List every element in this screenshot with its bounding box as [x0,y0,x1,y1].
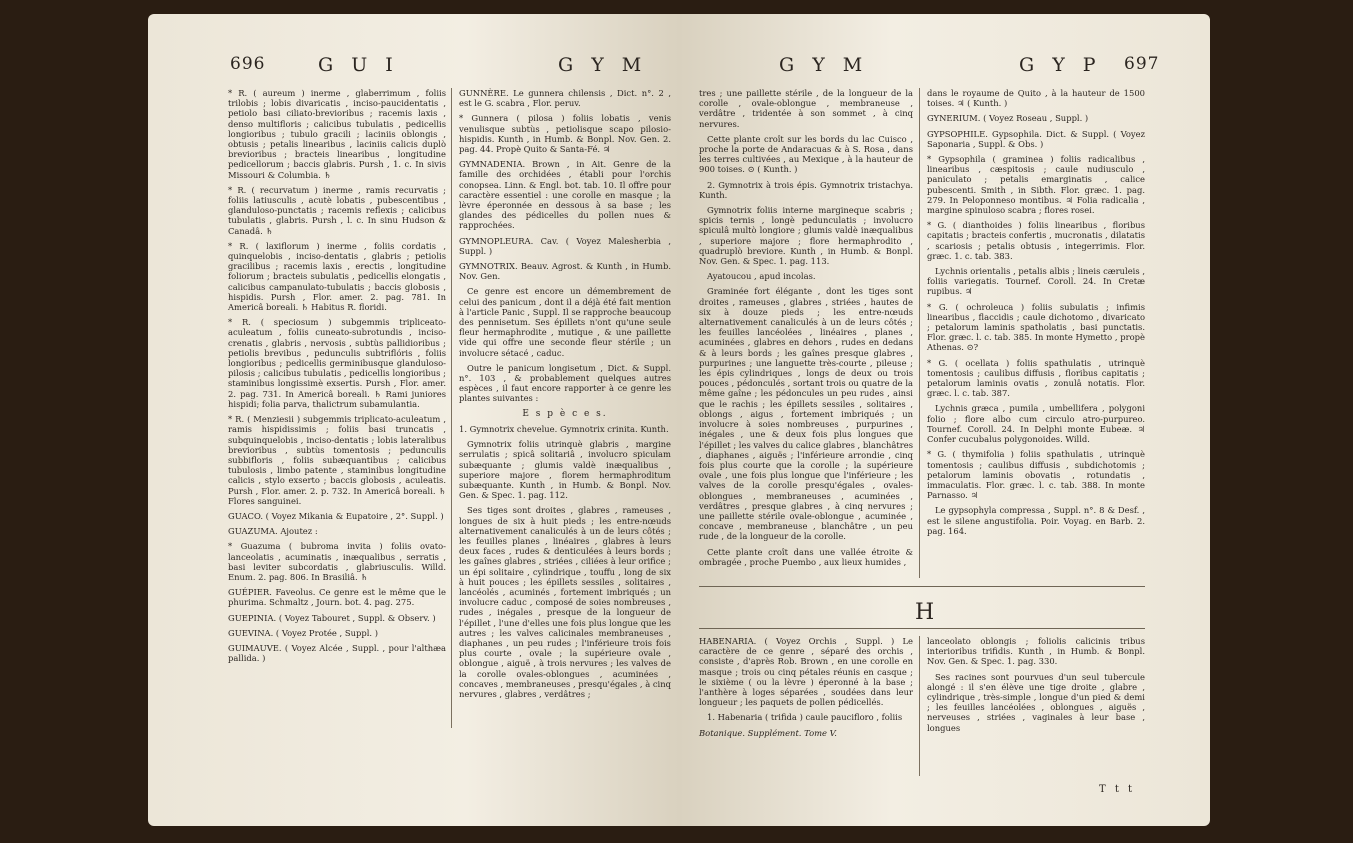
paragraph: Graminée fort élégante , dont les tiges sont droites , rameuses , glabres , striées , hautes de six à douze pieds ; les entre-nœuds alternativement canaliculés à un de leurs côtés ; les feuilles lancéolées , linéaires , planes , acuminées , glabres en dehors , rudes en dedans & à leurs bords ; les gaînes presque glabres , purpurines ; une languette très-courte , pileuse ; les épis cylindriques , longs de deux ou trois pouces , pédonculés , sortant trois ou quatre de la même gaîne ; les pédoncules un peu rudes , ainsi que le rachis ; les épillets sessiles , solitaires , oblongs , aigus , fortement imbriqués ; un involucre à soies nombreuses , purpurines , inégales , une & deux fois plus longues que l'épillet ; les valves du calice glabres , blanchâtres , diaphanes , aiguës ; l'inférieure arrondie , cinq fois plus courte que la corolle ; la supérieure ovale , une fois plus longue que l'inférieure ; les valves de la corolle presqu'égales , ovales-oblongues , membraneuses , acuminées , verdâtres , presque glabres , à cinq nervures ; une paillette stérile ovale-oblongue , acuminée , concave , membraneuse , blanchâtre , un peu rude , de la longueur de la corolle. [699,286,913,542]
paragraph: GUAZUMA. Ajoutez : [228,526,318,537]
paragraph: * Gypsophila ( graminea ) foliis radicalibus , linearibus , cæspitosis ; caule nudiusculo , paniculato ; petalis emarginatis , calice pubescenti. Smith , in Sibth. Flor. græc. 1. pag. 279. In Peloponneso montibus. ♃ Folia radicalia , margine spinuloso scabra ; flores rosei. [927,154,1145,216]
running-head-right: G Y M [558,54,648,76]
paragraph: * R. ( Menziesii ) subgemmis triplicato-aculeatum , ramis hispidissimis ; foliis basi truncatis , subquinquelobis , inciso-dentatis ; lobis lateralibus brevioribus , subtùs tomentosis ; pedunculis subbifloris , foliis subæquantibus ; calicibus tubulosis , limbo patente , staminibus longitudine calicis , stylo exserto ; baccis globosis , aculeatis. Pursh , Flor. amer. 2. p. 732. In Americâ boreali. ♄ Flores sanguinei. [228,414,446,506]
paragraph: Cette plante croît dans une vallée étroite & ombragée , proche Puembo , aux lieux humides , [699,546,913,567]
text-column-1 [699,88,913,572]
footer-note: Botanique. Supplément. Tome V. [699,727,837,738]
left-page [148,14,679,826]
paragraph: 1. Gymnotrix chevelue. Gymnotrix crinita. Kunth. [459,423,669,434]
paragraph: * Guazuma ( bubroma invita ) foliis ovato-lanceolatis , acuminatis , inæqualibus , serratis , basi leviter subcordatis , glabriusculis. Willd. Enum. 2. pag. 806. In Brasiliâ. ♄ [228,541,446,582]
text-column-1-lower [699,636,913,743]
paragraph: GUNNÈRE. Le gunnera chilensis , Dict. n°. 2 , est le G. scabra , Flor. peruv. [459,88,671,109]
paragraph: * G. ( ocellata ) foliis spathulatis , utrinquè tomentosis ; caulibus diffusis , floribus capitatis ; petalorum laminis ovatis , zonulâ notatis. Flor. græc. l. c. tab. 387. [927,357,1145,399]
running-head-right: G Y P [1019,54,1102,76]
paragraph: GUEVINA. ( Voyez Protée , Suppl. ) [228,627,379,638]
paragraph: * R. ( aureum ) inerme , glaberrimum , foliis trilobis ; lobis divaricatis , inciso-paucidentatis , petiolo basi ciliato-brevioribus ; racemis laxis , denso multifloris ; calicibus tubulatis , pedicellis longioribus ; tubulo gracili ; laciniis oblongis , obtusis ; petalis linearibus , laciniis calicis duplò brevioribus ; bracteis linearibus , longitudine pedicellorum ; baccis glabris. Pursh , 1. c. In sivis Missouri & Columbia. ♄ [228,88,446,180]
signature-mark: T t t [1099,784,1136,795]
paragraph: Cette plante croît sur les bords du lac Cuisco , proche la porte de Andaracuas & à S. Rosa , dans les terres cultivées , au Mexique , à la hauteur de 900 toises. ⊙ ( Kunth. ) [699,133,913,175]
paragraph: GUIMAUVE. ( Voyez Alcée , Suppl. , pour l'althæa pallida. ) [228,642,446,664]
paragraph: * G. ( dianthoides ) foliis linearibus , floribus capitatis ; bracteis confertis , mucronatis , dilatatis , scariosis ; petalis obtusis , integerrimis. Flor. græc. 1. c. tab. 383. [927,220,1145,261]
paragraph: Le gypsophyla compressa , Suppl. n°. 8 & Desf. , est le silene angustifolia. Poir. Voyag. en Barb. 2. pag. 164. [927,505,1145,536]
paragraph: GUACO. ( Voyez Mikania & Eupatoire , 2°. Suppl. ) [228,510,444,521]
section-letter: H [915,600,937,625]
section-heading: E s p è c e s. [522,408,608,419]
paragraph: GUEPINIA. ( Voyez Tabouret , Suppl. & Observ. ) [228,612,436,623]
text-column-1 [228,88,446,668]
paragraph: 2. Gymnotrix à trois épis. Gymnotrix tristachya. Kunth. [699,179,913,200]
paragraph: GYPSOPHILE. Gypsophila. Dict. & Suppl. ( Voyez Saponaria , Suppl. & Obs. ) [927,128,1145,149]
open-book [148,14,1210,826]
paragraph: Lychnis græca , pumila , umbellifera , polygoni folio ; flore albo cum circulo atro-purpureo. Tournef. Coroll. 24. In Delphi monte Eubeæ. ♃ Confer cucubalus polygonoides. Willd. [927,403,1145,445]
paragraph: Gymnotrix foliis interne margineque scabris ; spicis ternis , longè pedunculatis ; involucro spiculâ multò longiore ; glumis valdè inæqualibus , superiore majore ; flore hermaphrodito , quadruplò breviore. Kunth , in Humb. & Bonpl. Nov. Gen. & Spec. 1. pag. 113. [699,205,913,267]
paragraph: Ses tiges sont droites , glabres , rameuses , longues de six à huit pieds ; les entre-nœuds alternativement canaliculés à un de leurs côtés ; les feuilles planes , linéaires , glabres à leurs deux faces , rudes & denticulées à leurs bords ; les gaînes glabres , striées , ciliées à leur orifice ; un épi solitaire , cylindrique , touffu , long de six à huit pouces ; les épillets sessiles , solitaires , lancéolés , acuminés , fortement imbriqués ; un involucre caduc , composé de soies nombreuses , rudes , inégales , presque de la longueur de l'épillet , l'une d'elles une fois plus longue que les autres ; les valves calicinales membraneuses , diaphanes , un peu rudes ; l'inférieure trois fois plus courte , ovale ; la supérieure ovale , oblongue , aiguë , à trois nervures ; les valves de la corolle ovales-oblongues , acuminées , concaves , membraneuses , presqu'égales , à cinq nervures , glabres , verdâtres ; [459,505,671,699]
paragraph: GYMNADENIA. Brown , in Ait. Genre de la famille des orchidées , établi pour l'orchis conopsea. Linn. & Engl. bot. tab. 10. Il offre pour caractère essentiel : une corolle en masque ; la lèvre éperonnée en dessous à sa base ; les glandes des pédicelles du pollen nues & rapprochées. [459,159,671,231]
paragraph: * R. ( speciosum ) subgemmis tripliceato-aculeatum , foliis cuneato-subrotundis , inciso-crenatis , glabris , nervosis , subtùs pallidioribus ; petiolis brevibus , pedunculis subtriflóris , foliis longioribus ; pedicellis germinibusque glanduloso-pilosis ; calicibus tubulatis , pedicellis longioribus ; staminibus longissimè exsertis. Pursh , Flor. amer. 2. pag. 731. In Americâ boreali. ♄ Rami juniores hispidi; folia parva, thalictrum subamulantia. [228,317,446,409]
paragraph: GYMNOTRIX. Beauv. Agrost. & Kunth , in Humb. Nov. Gen. [459,261,671,282]
paragraph: 1. Habenaria ( trifida ) caule paucifloro , foliis [707,712,903,723]
paragraph: Ayatoucou , apud incolas. [707,271,816,282]
paragraph: Ses racines sont pourvues d'un seul tubercule alongé : il s'en élève une tige droite , glabre , cylindrique , très-simple , longue d'un pied & demi ; les feuilles lancéolées , oblongues , aiguës , nerveuses , striées , vaginales à leur base , longues [927,671,1145,733]
column-rule [919,636,920,776]
page-number: 697 [1124,54,1160,74]
paragraph: Outre le panicum longisetum , Dict. & Suppl. n°. 103 , & probablement quelques autres espèces , il faut encore rapporter à ce genre les plantes suivantes : [459,362,671,404]
running-head-left: G Y M [779,54,869,76]
section-divider [699,628,1145,629]
paragraph: * R. ( recurvatum ) inerme , ramis recurvatis ; foliis latiusculis , acutè lobatis , pubescentibus , glanduloso-punctatis ; racemis reflexis ; calicibus tubulatis , glabris. Pursh , l. c. In sinu Hudson & Canadâ. ♄ [228,184,446,236]
paragraph: dans le royaume de Quito , à la hauteur de 1500 toises. ♃ ( Kunth. ) [927,88,1145,109]
paragraph: * G. ( thymifolia ) foliis spathulatis , utrinquè tomentosis ; caulibus diffusis , subdichotomis ; petalorum laminis obovatis , rotundatis , immaculatis. Flor. græc. l. c. tab. 388. In monte Parnasso. ♃ [927,449,1145,501]
paragraph: Gymnotrix foliis utrinquè glabris , margine serrulatis ; spicâ solitariâ , involucro spiculam subæquante ; glumis valdè inæqualibus , superiore majore , florem hermaphroditum subæquante. Kunth , in Humb. & Bonpl. Nov. Gen. & Spec. 1. pag. 112. [459,439,671,501]
paragraph: * Gunnera ( pilosa ) foliis lobatis , venis venulisque subtùs , petiolisque scapo pilosio-hispidis. Kunth , in Humb. & Bonpl. Nov. Gen. 2. pag. 44. Propè Quito & Santa-Fé. ♃ [459,113,671,155]
page-number: 696 [230,54,266,74]
running-head-left: G U I [318,54,399,76]
running-head [148,54,679,80]
paragraph: HABENARIA. ( Voyez Orchis , Suppl. ) Le caractère de ce genre , séparé des orchis , consiste , d'après Rob. Brown , en une corolle en masque ; trois ou cinq pétales réunis en casque ; le sixième ( ou la lèvre ) éperonné à la base ; l'anthère à loges séparées , soudées dans leur longueur ; les paquets de pollen pédicellés. [699,636,913,708]
text-column-2-lower [927,636,1145,738]
running-head [679,54,1210,80]
text-column-2 [927,88,1145,541]
paragraph: * R. ( laxiflorum ) inerme , foliis cordatis , quinquelobis , inciso-dentatis , glabris ; petiolis gracilibus ; racemis laxis , erectis , longitudine foliorum ; bracteis subulatis , pedicellis elongatis , calicibus campanulato-tubulatis ; baccis globosis , hispidis. Pursh , Flor. amer. 2. pag. 781. In Americâ boreali. ♄ Habitus R. floridi. [228,240,446,313]
paragraph: GYMNOPLEURA. Cav. ( Voyez Malesherbia , Suppl. ) [459,235,671,256]
paragraph: Ce genre est encore un démembrement de celui des panicum , dont il a déjà été fait mention à l'article Panic , Suppl. Il se rapproche beaucoup des pennisetum. Ses épillets n'ont qu'une seule fleur hermaphrodite , mutique , & une paillette vide qui offre une seconde fleur stérile ; un involucre sétacé , caduc. [459,286,671,358]
column-rule [451,88,452,728]
column-rule [919,88,920,578]
paragraph: Lychnis orientalis , petalis albis ; lineis cæruleis , foliis variegatis. Tournef. Coroll. 24. In Cretæ rupibus. ♃ [927,266,1145,297]
paragraph: GUÉPIER. Faveolus. Ce genre est le même que le phurima. Schmaltz , Journ. bot. 4. pag. 275. [228,587,446,608]
text-column-2 [459,88,671,704]
paragraph: * G. ( ochroleuca ) foliis subulatis ; infimis linearibus , flaccidis ; caule dichotomo , divaricato ; petalorum laminis spatholatis , basi punctatis. Flor. græc. l. c. tab. 385. In monte Hymetto , propè Athenas. ⊙? [927,301,1145,353]
section-divider [699,586,1145,587]
paragraph: lanceolato oblongis ; foliolis calicinis tribus interioribus trifidis. Kunth , in Humb. & Bonpl. Nov. Gen. & Spec. 1. pag. 330. [927,636,1145,667]
right-page [679,14,1210,826]
paragraph: tres ; une paillette stérile , de la longueur de la corolle , ovale-oblongue , membraneuse , verdâtre , tridentée à son sommet , à cinq nervures. [699,88,913,129]
paragraph: GYNERIUM. ( Voyez Roseau , Suppl. ) [927,113,1089,124]
